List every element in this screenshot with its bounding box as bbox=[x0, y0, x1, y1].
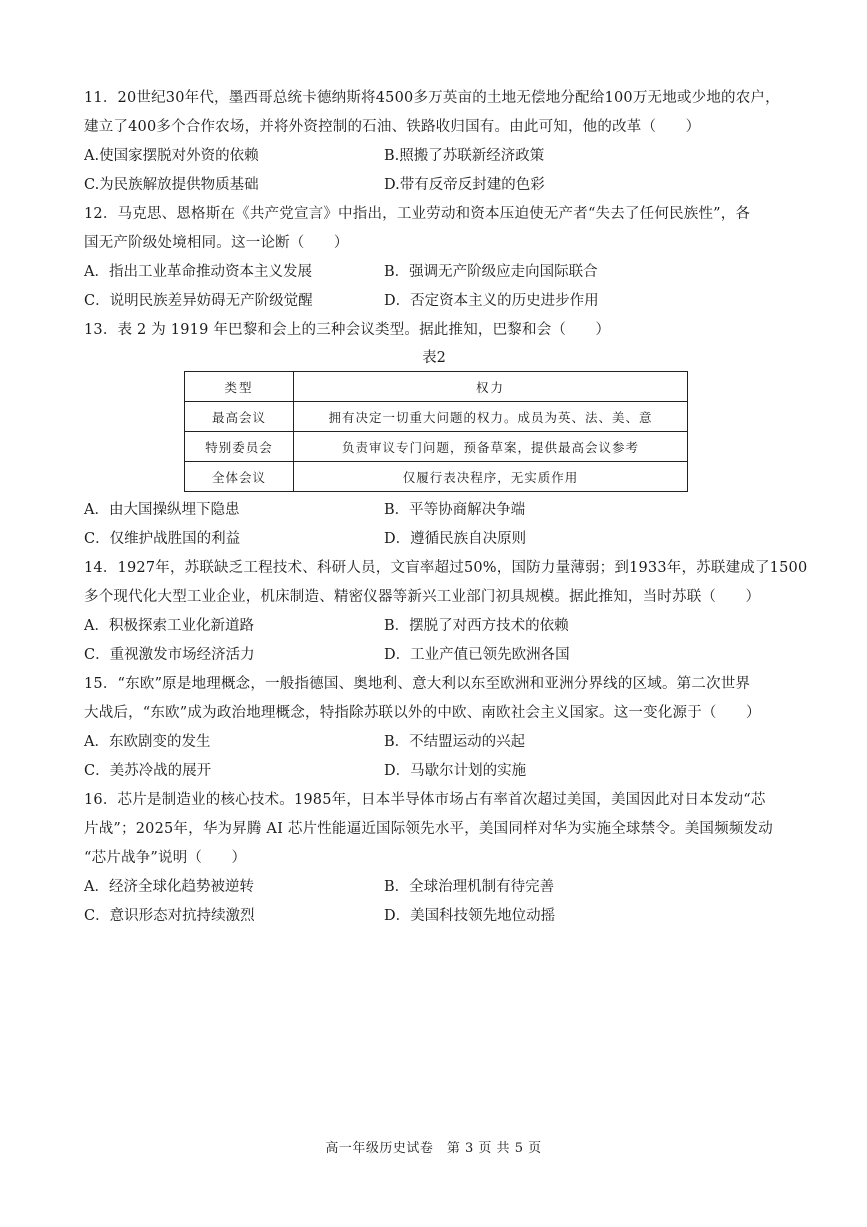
question-text-line: 国无产阶级处境相同。这一论断（ ） bbox=[84, 235, 349, 251]
table-cell: 拥有决定一切重大问题的权力。成员为英、法、美、意 bbox=[294, 402, 688, 432]
question-14 bbox=[84, 554, 808, 670]
option-a[interactable]: A.使国家摆脱对外资的依赖 bbox=[84, 148, 259, 164]
option-a[interactable]: A．积极探索工业化新道路 bbox=[84, 618, 254, 634]
meeting-types-table bbox=[184, 371, 688, 492]
option-d[interactable]: D．遵循民族自决原则 bbox=[384, 531, 527, 547]
table-cell: 全体会议 bbox=[185, 462, 294, 492]
question-15 bbox=[84, 670, 784, 786]
option-d[interactable]: D．否定资本主义的历史进步作用 bbox=[384, 293, 599, 309]
options bbox=[84, 728, 784, 786]
option-b[interactable]: B．全球治理机制有待完善 bbox=[384, 879, 555, 895]
question-text-line: 大战后，“东欧”成为政治地理概念，特指除苏联以外的中欧、南欧社会主义国家。这一变化源于（ ） bbox=[84, 705, 761, 721]
table-cell: 负责审议专门问题，预备草案，提供最高会议参考 bbox=[294, 432, 688, 462]
question-text-line: 建立了400多个合作农场，并将外资控制的石油、铁路收归国有。由此可知，他的改革（ ） bbox=[84, 119, 701, 135]
option-d[interactable]: D．工业产值已领先欧洲各国 bbox=[384, 647, 570, 663]
table-row bbox=[185, 432, 688, 462]
table-header-cell: 类型 bbox=[185, 372, 294, 402]
option-d[interactable]: D.带有反帝反封建的色彩 bbox=[384, 177, 545, 193]
table-row bbox=[185, 462, 688, 492]
question-text-line: 13．表 2 为 1919 年巴黎和会上的三种会议类型。据此推知，巴黎和会（ ） bbox=[84, 322, 611, 338]
option-b[interactable]: B.照搬了苏联新经济政策 bbox=[384, 148, 545, 164]
question-13 bbox=[84, 316, 784, 554]
page-footer: 高一年级历史试卷 第 3 页 共 5 页 bbox=[325, 1141, 542, 1156]
question-16 bbox=[84, 786, 784, 931]
table-caption: 表2 bbox=[422, 350, 446, 366]
option-c[interactable]: C．重视激发市场经济活力 bbox=[84, 647, 255, 663]
options bbox=[84, 612, 784, 670]
exam-content bbox=[84, 84, 808, 931]
option-c[interactable]: C．意识形态对抗持续激烈 bbox=[84, 908, 255, 924]
options bbox=[84, 142, 784, 200]
option-b[interactable]: B．不结盟运动的兴起 bbox=[384, 734, 526, 750]
option-b[interactable]: B．平等协商解决争端 bbox=[384, 502, 526, 518]
question-11 bbox=[84, 84, 784, 200]
option-c[interactable]: C.为民族解放提供物质基础 bbox=[84, 177, 259, 193]
question-text-line: 多个现代化大型工业企业，机床制造、精密仪器等新兴工业部门初具规模。据此推知，当时苏联（ ） bbox=[84, 589, 761, 605]
table-cell: 最高会议 bbox=[185, 402, 294, 432]
question-text-line: 片战”；2025年，华为昇腾 AI 芯片性能逼近国际领先水平，美国同样对华为实施全球禁令。美国频频发动 bbox=[84, 821, 773, 837]
option-a[interactable]: A．东欧剧变的发生 bbox=[84, 734, 211, 750]
table-row bbox=[185, 402, 688, 432]
question-text-line: 11．20世纪30年代，墨西哥总统卡德纳斯将4500多万英亩的土地无偿地分配给100万无地或少地的农户， bbox=[84, 90, 780, 106]
option-b[interactable]: B．强调无产阶级应走向国际联合 bbox=[384, 264, 598, 280]
option-c[interactable]: C．说明民族差异妨碍无产阶级觉醒 bbox=[84, 293, 313, 309]
question-12 bbox=[84, 200, 784, 316]
option-c[interactable]: C．美苏冷战的展开 bbox=[84, 763, 212, 779]
options bbox=[84, 873, 784, 931]
table-cell: 仅履行表决程序，无实质作用 bbox=[294, 462, 688, 492]
options bbox=[84, 496, 784, 554]
table-cell: 特别委员会 bbox=[185, 432, 294, 462]
options bbox=[84, 258, 784, 316]
question-text-line: 12．马克思、恩格斯在《共产党宣言》中指出，工业劳动和资本压迫使无产者“失去了任何民族性”，各 bbox=[84, 206, 751, 222]
question-text-line: 14．1927年，苏联缺乏工程技术、科研人员，文盲率超过50%，国防力量薄弱；到1933年，苏联建成了1500 bbox=[84, 560, 808, 576]
option-d[interactable]: D．马歇尔计划的实施 bbox=[384, 763, 527, 779]
option-b[interactable]: B．摆脱了对西方技术的依赖 bbox=[384, 618, 569, 634]
table-header-cell: 权力 bbox=[294, 372, 688, 402]
option-d[interactable]: D．美国科技领先地位动摇 bbox=[384, 908, 556, 924]
question-text-line: “芯片战争”说明（ ） bbox=[84, 850, 247, 866]
option-c[interactable]: C．仅维护战胜国的利益 bbox=[84, 531, 241, 547]
option-a[interactable]: A．指出工业革命推动资本主义发展 bbox=[84, 264, 312, 280]
option-a[interactable]: A．由大国操纵埋下隐患 bbox=[84, 502, 240, 518]
option-a[interactable]: A．经济全球化趋势被逆转 bbox=[84, 879, 254, 895]
question-text-line: 15．“东欧”原是地理概念，一般指德国、奥地利、意大利以东至欧洲和亚洲分界线的区域。第二次世界 bbox=[84, 676, 751, 692]
question-text-line: 16．芯片是制造业的核心技术。1985年，日本半导体市场占有率首次超过美国，美国因此对日本发动“芯 bbox=[84, 792, 766, 808]
table-header-row bbox=[185, 372, 688, 402]
